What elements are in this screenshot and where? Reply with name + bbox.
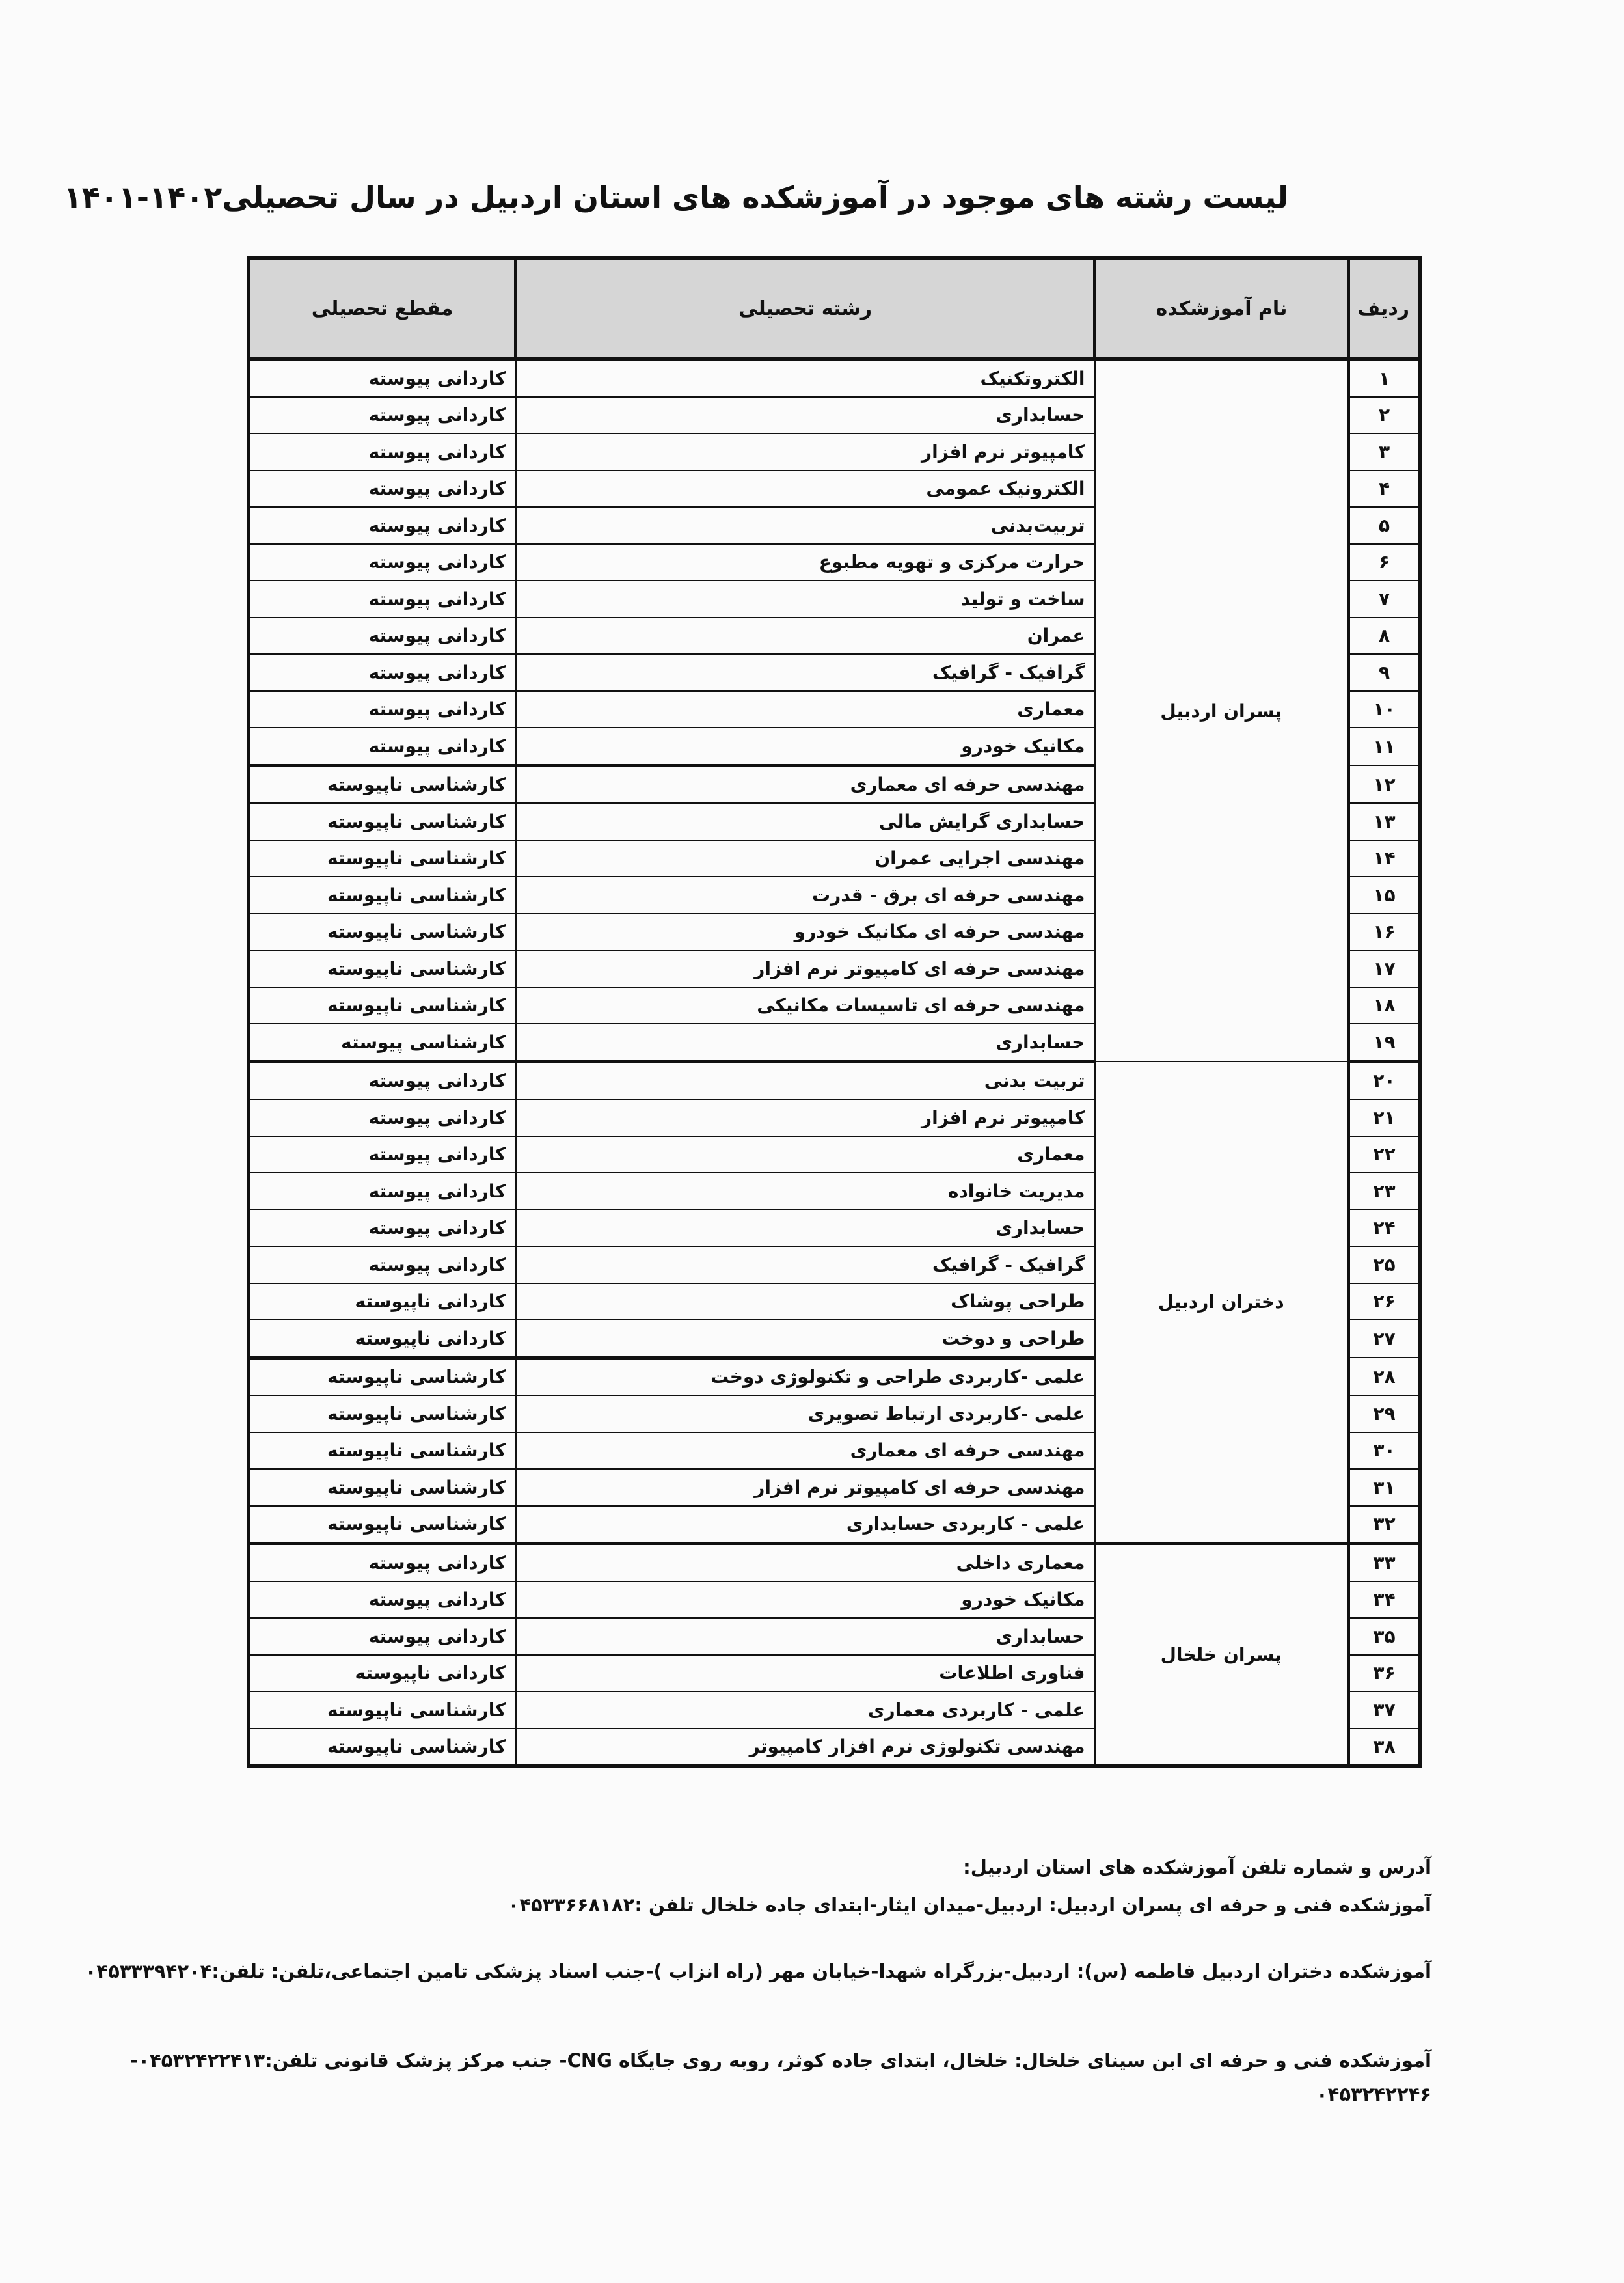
level-cell: کارشناسی ناپیوسته — [249, 950, 516, 987]
school-cell: پسران اردبیل — [1095, 359, 1349, 1062]
row-number: ۳۷ — [1349, 1691, 1420, 1729]
level-cell: کاردانی پیوسته — [249, 397, 516, 434]
row-number: ۱ — [1349, 359, 1420, 397]
major-cell: مهندسی حرفه ای مکانیک خودرو — [516, 914, 1095, 951]
major-cell: طراحی پوشاک — [516, 1283, 1095, 1320]
level-cell: کارشناسی ناپیوسته — [249, 1691, 516, 1729]
level-cell: کارشناسی ناپیوسته — [249, 914, 516, 951]
row-number: ۲۸ — [1349, 1358, 1420, 1395]
level-cell: کاردانی پیوسته — [249, 618, 516, 655]
level-cell: کارشناسی ناپیوسته — [249, 840, 516, 877]
major-cell: معماری — [516, 691, 1095, 728]
level-cell: کاردانی پیوسته — [249, 359, 516, 397]
row-number: ۴ — [1349, 471, 1420, 508]
major-cell: ساخت و تولید — [516, 581, 1095, 618]
level-cell: کارشناسی ناپیوسته — [249, 1506, 516, 1544]
level-cell: کاردانی پیوسته — [249, 1136, 516, 1173]
row-number: ۳۲ — [1349, 1506, 1420, 1544]
school-cell: دختران اردبیل — [1095, 1061, 1349, 1544]
level-cell: کارشناسی ناپیوسته — [249, 1729, 516, 1766]
level-cell: کارشناسی پیوسته — [249, 1024, 516, 1061]
level-cell: کاردانی پیوسته — [249, 1210, 516, 1247]
row-number: ۳۵ — [1349, 1618, 1420, 1655]
row-number: ۸ — [1349, 618, 1420, 655]
major-cell: حسابداری گرایش مالی — [516, 803, 1095, 840]
level-cell: کاردانی پیوسته — [249, 544, 516, 581]
major-cell: علمی - کاربردی حسابداری — [516, 1506, 1095, 1544]
major-cell: حسابداری — [516, 397, 1095, 434]
major-cell: مدیریت خانواده — [516, 1173, 1095, 1210]
level-cell: کاردانی پیوسته — [249, 1246, 516, 1283]
major-cell: مهندسی حرفه ای معماری — [516, 1432, 1095, 1470]
row-number: ۷ — [1349, 581, 1420, 618]
header-school: نام آموزشکده — [1095, 258, 1349, 359]
school-cell: پسران خلخال — [1095, 1544, 1349, 1766]
major-cell: علمی -کاربردی طراحی و تکنولوژی دوخت — [516, 1358, 1095, 1395]
majors-table — [247, 256, 1422, 1768]
address-khalkhal — [130, 2044, 1431, 2111]
major-cell: مهندسی تکنولوژی نرم افزار کامپیوتر — [516, 1729, 1095, 1766]
major-cell: علمی - کاربردی معماری — [516, 1691, 1095, 1729]
row-number: ۳۴ — [1349, 1581, 1420, 1619]
majors-table-wrapper — [247, 256, 1418, 1768]
level-cell: کاردانی پیوسته — [249, 1099, 516, 1136]
level-cell: کاردانی پیوسته — [249, 728, 516, 765]
major-cell: فناوری اطلاعات — [516, 1655, 1095, 1692]
level-cell: کارشناسی ناپیوسته — [249, 1358, 516, 1395]
row-number: ۳۸ — [1349, 1729, 1420, 1766]
addresses-heading: آدرس و شماره تلفن آموزشکده های استان اردبیل: — [963, 1856, 1431, 1878]
level-cell: کاردانی پیوسته — [249, 433, 516, 471]
row-number: ۲۷ — [1349, 1320, 1420, 1358]
header-row-number: ردیف — [1349, 258, 1420, 359]
row-number: ۲ — [1349, 397, 1420, 434]
major-cell: معماری داخلی — [516, 1544, 1095, 1581]
level-cell: کاردانی پیوسته — [249, 1581, 516, 1619]
major-cell: کامپیوتر نرم افزار — [516, 1099, 1095, 1136]
row-number: ۱۴ — [1349, 840, 1420, 877]
row-number: ۲۵ — [1349, 1246, 1420, 1283]
level-cell: کاردانی پیوسته — [249, 1618, 516, 1655]
row-number: ۲۱ — [1349, 1099, 1420, 1136]
level-cell: کارشناسی ناپیوسته — [249, 1469, 516, 1506]
level-cell: کاردانی پیوسته — [249, 471, 516, 508]
major-cell: مهندسی اجرایی عمران — [516, 840, 1095, 877]
row-number: ۱۷ — [1349, 950, 1420, 987]
address-boys-ardabil: آموزشکده فنی و حرفه ای پسران اردبیل: اردبیل-میدان ایثار-ابتدای جاده خلخال تلفن :۰۴۵۳۳۶۶۸۱۸۲ — [508, 1894, 1431, 1916]
level-cell: کاردانی ناپیوسته — [249, 1655, 516, 1692]
row-number: ۶ — [1349, 544, 1420, 581]
major-cell: مهندسی حرفه ای کامپیوتر نرم افزار — [516, 950, 1095, 987]
major-cell: کامپیوتر نرم افزار — [516, 433, 1095, 471]
level-cell: کاردانی پیوسته — [249, 507, 516, 544]
major-cell: حسابداری — [516, 1024, 1095, 1061]
row-number: ۵ — [1349, 507, 1420, 544]
level-cell: کاردانی ناپیوسته — [249, 1283, 516, 1320]
major-cell: حرارت مرکزی و تهویه مطبوع — [516, 544, 1095, 581]
header-level: مقطع تحصیلی — [249, 258, 516, 359]
page-title: لیست رشته های موجود در آموزشکده های استان اردبیل در سال تحصیلی۱۴۰۲-۱۴۰۱ — [63, 180, 1288, 215]
table-header-row — [249, 258, 1420, 359]
level-cell: کاردانی پیوسته — [249, 1061, 516, 1099]
major-cell: تربیت بدنی — [516, 1061, 1095, 1099]
row-number: ۹ — [1349, 654, 1420, 691]
level-cell: کارشناسی ناپیوسته — [249, 803, 516, 840]
major-cell: حسابداری — [516, 1618, 1095, 1655]
major-cell: مکانیک خودرو — [516, 728, 1095, 765]
level-cell: کارشناسی ناپیوسته — [249, 877, 516, 914]
level-cell: کاردانی پیوسته — [249, 1544, 516, 1581]
address-girls-ardabil: آموزشکده دختران اردبیل فاطمه (س): اردبیل-بزرگراه شهدا-خیابان مهر (راه انزاب )-جنب اسناد پزشکی تامین اجتماعی،تلفن: تلفن:۰۴۵۳۳۳۹۴۲۰۴ — [85, 1960, 1431, 1982]
major-cell: الکتروتکنیک — [516, 359, 1095, 397]
table-row — [249, 1544, 1420, 1581]
level-cell: کارشناسی ناپیوسته — [249, 765, 516, 803]
major-cell: علمی -کاربردی ارتباط تصویری — [516, 1395, 1095, 1432]
level-cell: کارشناسی ناپیوسته — [249, 1395, 516, 1432]
major-cell: الکترونیک عمومی — [516, 471, 1095, 508]
major-cell: مهندسی حرفه ای کامپیوتر نرم افزار — [516, 1469, 1095, 1506]
level-cell: کاردانی پیوسته — [249, 1173, 516, 1210]
level-cell: کاردانی ناپیوسته — [249, 1320, 516, 1358]
row-number: ۳۶ — [1349, 1655, 1420, 1692]
row-number: ۳۳ — [1349, 1544, 1420, 1581]
row-number: ۱۶ — [1349, 914, 1420, 951]
major-cell: طراحی و دوخت — [516, 1320, 1095, 1358]
row-number: ۱۵ — [1349, 877, 1420, 914]
major-cell: تربیت‌بدنی — [516, 507, 1095, 544]
table-row — [249, 1061, 1420, 1099]
row-number: ۱۹ — [1349, 1024, 1420, 1061]
row-number: ۱۸ — [1349, 987, 1420, 1024]
row-number: ۲۰ — [1349, 1061, 1420, 1099]
major-cell: مهندسی حرفه ای تاسیسات مکانیکی — [516, 987, 1095, 1024]
row-number: ۱۳ — [1349, 803, 1420, 840]
table-row — [249, 359, 1420, 397]
major-cell: گرافیک - گرافیک — [516, 654, 1095, 691]
row-number: ۳۱ — [1349, 1469, 1420, 1506]
major-cell: گرافیک - گرافیک — [516, 1246, 1095, 1283]
header-major: رشته تحصیلی — [516, 258, 1095, 359]
major-cell: عمران — [516, 618, 1095, 655]
address-khalkhal-line2: ۰۴۵۳۲۴۲۲۴۶ — [1316, 2083, 1431, 2105]
level-cell: کاردانی پیوسته — [249, 581, 516, 618]
level-cell: کارشناسی ناپیوسته — [249, 1432, 516, 1470]
address-khalkhal-line1: آموزشکده فنی و حرفه ای ابن سینای خلخال: خلخال، ابتدای جاده کوثر، روبه روی جایگاه CNG- جنب مرکز پزشک قانونی تلفن:۰۴۵۳۲۴۲۲۴۱۳- — [130, 2049, 1431, 2071]
major-cell: حسابداری — [516, 1210, 1095, 1247]
row-number: ۱۰ — [1349, 691, 1420, 728]
row-number: ۳ — [1349, 433, 1420, 471]
row-number: ۲۹ — [1349, 1395, 1420, 1432]
major-cell: مهندسی حرفه ای معماری — [516, 765, 1095, 803]
major-cell: مکانیک خودرو — [516, 1581, 1095, 1619]
row-number: ۲۳ — [1349, 1173, 1420, 1210]
major-cell: معماری — [516, 1136, 1095, 1173]
row-number: ۲۶ — [1349, 1283, 1420, 1320]
level-cell: کاردانی پیوسته — [249, 691, 516, 728]
major-cell: مهندسی حرفه ای برق - قدرت — [516, 877, 1095, 914]
level-cell: کارشناسی ناپیوسته — [249, 987, 516, 1024]
row-number: ۳۰ — [1349, 1432, 1420, 1470]
row-number: ۱۲ — [1349, 765, 1420, 803]
row-number: ۱۱ — [1349, 728, 1420, 765]
row-number: ۲۲ — [1349, 1136, 1420, 1173]
row-number: ۲۴ — [1349, 1210, 1420, 1247]
level-cell: کاردانی پیوسته — [249, 654, 516, 691]
